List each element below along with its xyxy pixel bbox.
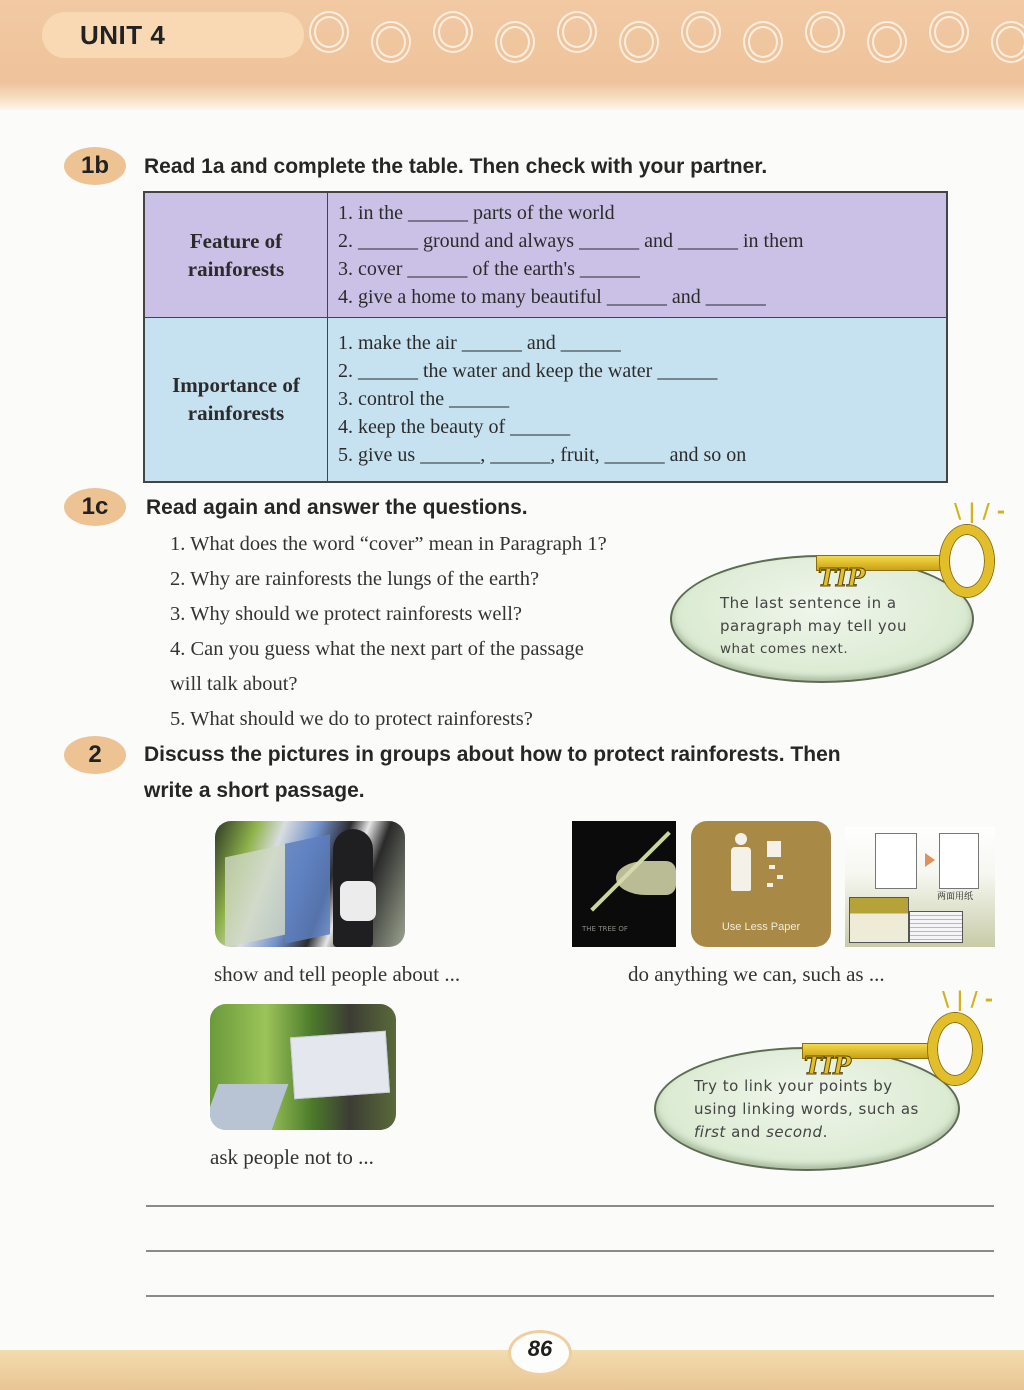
exhibit-board [225,845,285,947]
table-category [144,318,328,482]
road-shape [210,1084,288,1130]
tip-line: using linking words, such as [694,1100,919,1118]
table-item[interactable]: 4. give a home to many beautiful ______ and ______ [338,286,766,308]
table-item[interactable]: 3. cover ______ of the earth's ______ [338,258,640,280]
hand-shape [616,861,676,895]
tip-line: Try to link your points by [694,1077,893,1095]
ring-icon [996,26,1024,58]
tip-label: TIP [804,1051,852,1080]
tip-box-1 [668,495,1024,695]
tip-text [694,1075,919,1144]
sign-text: Use Less Paper [721,921,801,933]
badge-2: 2 [64,736,126,774]
badge-1b: 1b [64,147,126,185]
table-row-importance [144,318,947,482]
table-items [328,192,948,318]
question-4-cont: will talk about? [170,673,298,695]
shine-icon: \ | / - [954,499,1006,523]
ring-icon [934,16,964,48]
ring-icon [438,16,468,48]
notice-sign [290,1031,390,1100]
tip-period: . [822,1123,828,1141]
key-icon [940,525,994,597]
category-label: Importance of rainforests [172,373,300,426]
instruction-2-line2: write a short passage. [144,779,365,802]
table-row-features [144,192,947,318]
writing-line-1[interactable] [146,1205,994,1207]
shine-icon: \ | / - [942,987,994,1011]
tip-word-and: and [725,1123,767,1141]
tip-label: TIP [818,563,866,592]
question-5: 5. What should we do to protect rainforests? [170,708,533,730]
instruction-1b: Read 1a and complete the table. Then check with your partner. [144,155,768,178]
instruction-2-line1: Discuss the pictures in groups about how to protect rainforests. Then [144,743,841,766]
tip-word-second: second [766,1123,823,1141]
writing-line-2[interactable] [146,1250,994,1252]
use-less-paper-sign [691,821,831,947]
ring-icon [562,16,592,48]
sign-caption: ask people not to ... [210,1145,374,1169]
key-icon [928,1013,982,1085]
chopsticks-poster [572,821,676,947]
writing-line-3[interactable] [146,1295,994,1297]
tip-line [694,1121,919,1144]
paper-scraps-icon [769,865,775,869]
poster-text: THE TREE OF [582,925,628,933]
table-item[interactable]: 4. keep the beauty of ______ [338,416,571,439]
paper-icon [767,841,781,857]
ring-icon [314,16,344,48]
person-icon [735,833,747,845]
tip-line: The last sentence in a [720,594,897,612]
category-label: Feature of rainforests [187,229,285,281]
arrow-icon [925,853,935,867]
page-number: 86 [527,1336,553,1361]
person-figure [340,881,376,921]
question-3: 3. Why should we protect rainforests well? [170,603,523,625]
ring-icon [376,26,406,58]
exhibition-photo [215,821,405,947]
table-item[interactable]: 2. ______ ground and always ______ and ______ in them [338,230,804,252]
tip-text [720,592,907,661]
question-1: 1. What does the word “cover” mean in Paragraph 1? [170,533,607,555]
table-item[interactable]: 1. make the air ______ and ______ [338,332,621,355]
table-item[interactable]: 5. give us ______, ______, fruit, ______ and so on [338,444,747,467]
actions-caption: do anything we can, such as ... [628,962,885,986]
person-icon [731,847,751,891]
ring-icon [872,26,902,58]
paper-stack-icon [909,911,963,943]
table-item[interactable]: 3. control the ______ [338,388,510,411]
tip-box-2 [640,985,1024,1175]
tree-sign-photo [210,1004,396,1130]
chinese-label: 两面用纸 [937,892,974,902]
paper-box-icon [849,897,909,943]
reuse-paper-illustration [845,827,995,947]
decorative-rings [310,14,1024,64]
tip-word-first: first [694,1123,726,1141]
ring-icon [500,26,530,58]
question-4: 4. Can you guess what the next part of the passage [170,638,584,660]
ring-icon [686,16,716,48]
rainforest-table [143,191,948,483]
question-2: 2. Why are rainforests the lungs of the earth? [170,568,540,590]
tip-line: what comes next. [720,641,849,657]
tip-line: paragraph may tell you [720,617,907,635]
instruction-1c: Read again and answer the questions. [146,496,528,519]
ring-icon [810,16,840,48]
ring-icon [624,26,654,58]
table-category [144,192,328,318]
table-item[interactable]: 2. ______ the water and keep the water ______ [338,360,718,383]
table-item[interactable]: 1. in the ______ parts of the world [338,202,615,224]
exhibit-board [285,834,330,944]
page-header [0,0,1024,110]
unit-label: UNIT 4 [80,20,166,50]
exhibit-caption: show and tell people about ... [214,962,461,986]
badge-1c: 1c [64,488,126,526]
blank-paper-icon [939,833,979,889]
used-paper-icon [875,833,917,889]
ring-icon [748,26,778,58]
table-items [328,318,948,482]
